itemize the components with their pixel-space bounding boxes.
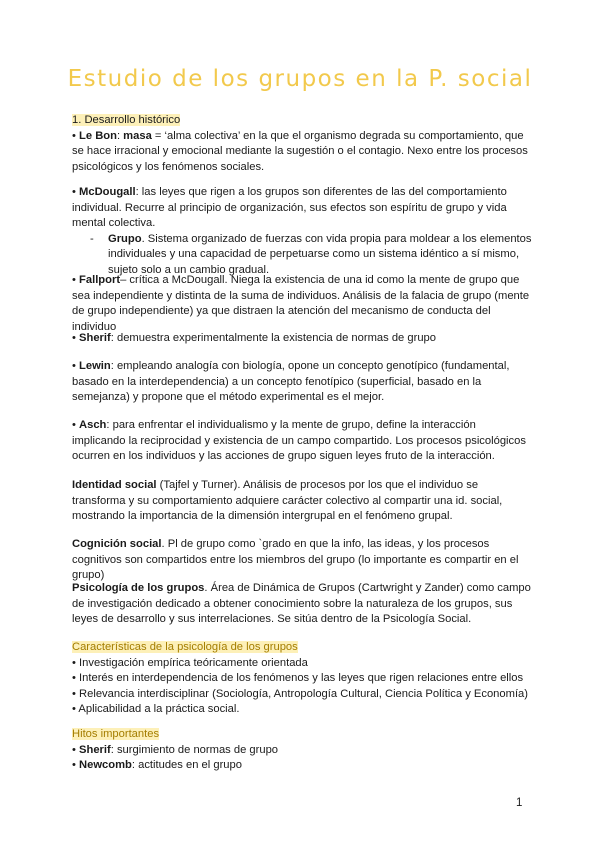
list-item	[72, 743, 532, 759]
author-name: Asch	[79, 419, 107, 431]
paragraph-sherif	[72, 331, 532, 347]
paragraph-text: (Tajfel y Turner). Análisis de procesos por los que el individuo se transforma y su comportamiento adquiere carácter colectivo al compartir una id. social, mostrando la importancia de la dimensión intergrupal en el fenómeno grupal.	[72, 479, 503, 522]
section-caracteristicas	[72, 640, 532, 718]
bullet: •	[72, 743, 76, 756]
author-name: Sherif	[79, 743, 111, 756]
page-number: 1	[516, 797, 523, 809]
list-item-text: Aplicabilidad a la práctica social.	[78, 703, 240, 715]
paragraph-text: – crítica a McDougall. Niega la existencia de una id como la mente de grupo que sea independiente y distinta de la suma de individuos. Análisis de la falacia de grupo (mente de grupo independiente) ya que distraen la atención del mecanismo de conducta del individuo	[72, 274, 530, 333]
list-item	[72, 687, 532, 703]
subsection-heading: Hitos importantes	[72, 728, 160, 740]
author-name: Sherif	[79, 332, 111, 344]
paragraph-text: : empleando analogía con biología, opone un concepto genotípico (fundamental, basado en la interdependencia) a un concepto fenotípico (superficial, basado en la semejanza) y propone que el método experimental es el mejor.	[72, 360, 510, 403]
author-name: Newcomb	[79, 759, 132, 771]
paragraph-lewin	[72, 359, 532, 406]
list-item	[72, 702, 532, 718]
bullet: •	[72, 759, 76, 771]
subsection-heading: Características de la psicología de los grupos	[72, 641, 298, 653]
bullet: •	[72, 129, 76, 142]
paragraph-lebon: • Le Bon: masa = ‘alma colectiva’ en la que el organismo degrada su comportamiento, que se hace irracional y emocional mediante la sugestión o el contagio. Nexo entre los procesos psicológicos y los fenómenos sociales.	[72, 129, 528, 173]
page-title: Estudio de los grupos en la P. social	[67, 66, 533, 92]
paragraph-identidad-social	[72, 478, 532, 525]
bullet: •	[72, 274, 76, 286]
author-name: Le Bon	[79, 129, 117, 142]
paragraph-text: . Área de Dinámica de Grupos (Cartwright y Zander) como campo de investigación dedicado a obtener conocimiento sobre la naturaleza de los grupos, sus leyes de desarrollo y sus interrelaciones. Se sitúa dentro de la Psicología Social.	[72, 582, 531, 625]
bullet: •	[72, 186, 76, 198]
bullet: •	[72, 419, 76, 431]
author-name: McDougall	[79, 186, 136, 198]
bullet: •	[72, 332, 76, 344]
paragraph-text: = ‘alma colectiva’ en la que el organismo degrada su comportamiento, que se hace irracional y emocional mediante la sugestión o el contagio. Nexo entre los procesos psicológicos y los fenómenos sociales.	[72, 129, 528, 173]
paragraph-mcdougall	[72, 185, 532, 278]
paragraph-text: : demuestra experimentalmente la existencia de normas de grupo	[110, 332, 436, 344]
bullet: •	[72, 672, 76, 684]
list-item	[72, 656, 532, 672]
bullet: •	[72, 687, 76, 700]
sub-item-grupo	[90, 232, 532, 279]
term: masa	[123, 129, 152, 142]
term: Identidad social	[72, 479, 157, 491]
list-item-text: : actitudes en el grupo	[131, 759, 242, 771]
section-hitos	[72, 727, 532, 774]
paragraph-psicologia-grupos	[72, 581, 532, 628]
paragraph-fallport	[72, 273, 532, 335]
paragraph-text: : las leyes que rigen a los grupos son diferentes de las del comportamiento individual. Recurre al principio de organización, sus efectos son espíritu de grupo y vida mental colectiva.	[72, 186, 507, 229]
paragraph-cognicion-social	[72, 537, 532, 584]
sub-item-text: . Sistema organizado de fuerzas con vida propia para moldear a los elementos individuales y una capacidad de perpetuarse como un sistema idéntico a sí mismo, sujeto solo a un cambio gradual.	[108, 232, 532, 276]
section-heading: 1. Desarrollo histórico	[72, 114, 181, 126]
author-name: Lewin	[79, 360, 111, 372]
dash-marker: -	[90, 232, 94, 245]
list-item-text: : surgimiento de normas de grupo	[110, 743, 279, 756]
list-item	[72, 671, 532, 687]
bullet: •	[72, 360, 76, 372]
bullet: •	[72, 703, 76, 715]
term: Cognición social	[72, 538, 162, 550]
section-historical-development	[72, 113, 532, 175]
list-item-text: Relevancia interdisciplinar (Sociología, Antropología Cultural, Ciencia Política y Economía)	[79, 687, 528, 700]
paragraph-text: . Pl de grupo como `grado en que la info, las ideas, y los procesos cognitivos son compartidos entre los miembros del grupo (lo importante es compartir en el grupo)	[72, 538, 519, 581]
milestones-list	[72, 743, 532, 774]
paragraph-text: : para enfrentar el individualismo y la mente de grupo, define la interacción implicando la reciprocidad y existencia de un campo compartido. Los procesos psicológicos ocurren en los individuos y las acciones de grupo siguen leyes fruto de la interacción.	[72, 419, 526, 462]
author-name: Fallport	[79, 274, 121, 286]
list-item-text: Investigación empírica teóricamente orientada	[79, 656, 308, 669]
paragraph-asch	[72, 418, 532, 465]
bullet: •	[72, 656, 76, 669]
list-item-text: Interés en interdependencia de los fenómenos y las leyes que rigen relaciones entre ellos	[79, 672, 524, 684]
term: Grupo	[108, 232, 142, 245]
list-item	[72, 758, 532, 774]
term: Psicología de los grupos	[72, 582, 205, 594]
characteristics-list	[72, 656, 532, 718]
